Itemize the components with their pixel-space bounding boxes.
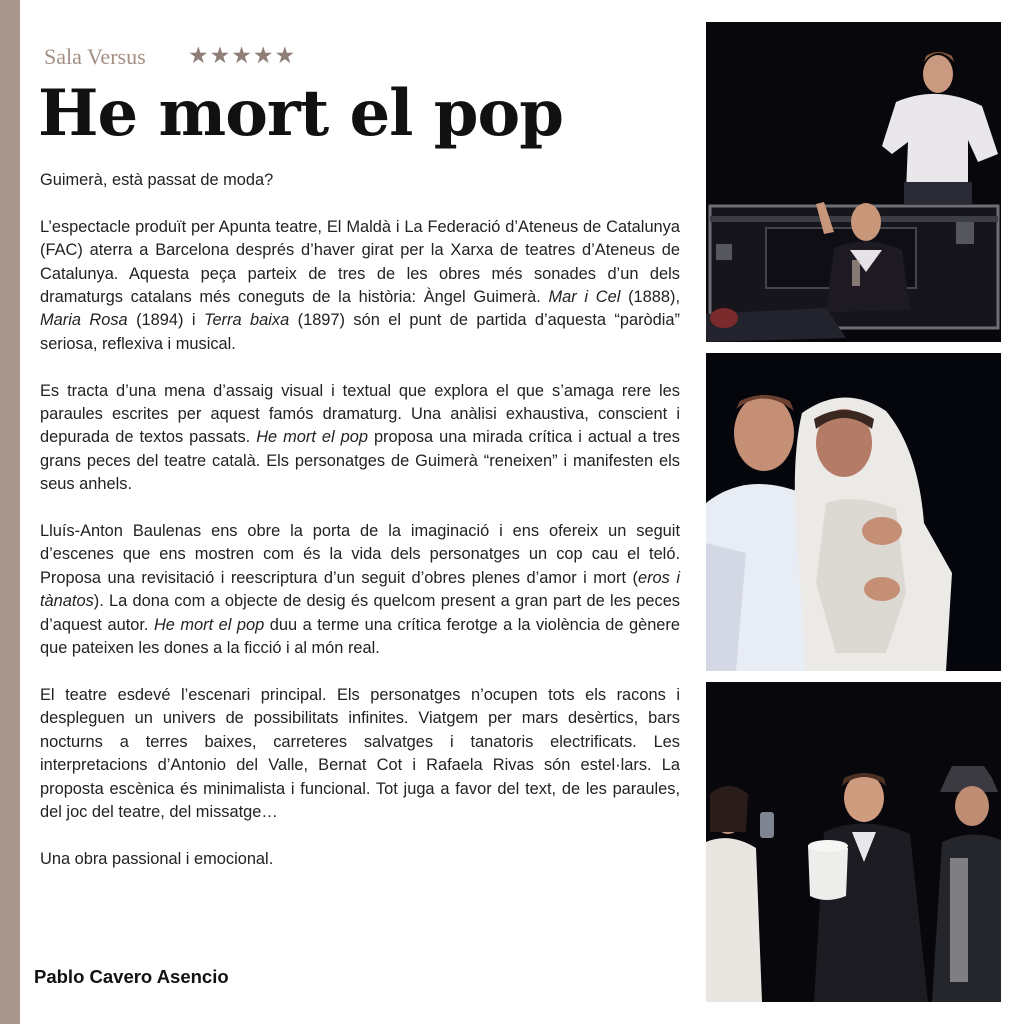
- review-body: [40, 169, 680, 895]
- stage-photo-2: [706, 353, 1001, 671]
- play-title: He mort el pop: [38, 76, 563, 151]
- star-rating: ★★★★★: [188, 42, 297, 68]
- paragraph-2: L’espectacle produït per Apunta teatre, El Maldà i La Federació d’Ateneus de Catalunya (FAC) aterra a Barcelona després d’haver girat per la Xarxa de teatres d’Ateneus de Catalunya. Aquesta peça parteix de tres de les obres més sonades d’un dels dramaturgs catalans més coneguts de la història: Àngel Guimerà. Mar i Cel (1888), Maria Rosa (1894) i Terra baixa (1897) són el punt de partida d’aquesta “paròdia” seriosa, reflexiva i musical.: [40, 217, 680, 353]
- paragraph-1: Guimerà, està passat de moda?: [40, 171, 274, 189]
- paragraph-5: El teatre esdevé l’escenari principal. Els personatges n’ocupen tots els racons i despleguen un univers de possibilitats infinites. Viatgem per mars desèrtics, bars nocturns a terres baixes, carreteres salvatges i tanatoris electrificats. Les interpretacions d’Antonio del Valle, Bernat Cot i Rafaela Rivas són estel·lars. La proposta escènica és minimalista i funcional. Tot juga a favor del text, de les paraules, del joc del teatre, del missatge…: [40, 685, 680, 821]
- paragraph-6: Una obra passional i emocional.: [40, 849, 274, 868]
- author-name: Pablo Cavero Asencio: [34, 966, 229, 987]
- decorative-side-bar: [0, 0, 20, 1024]
- stage-photo-1: [706, 22, 1001, 342]
- paragraph-3: Es tracta d’una mena d’assaig visual i textual que explora el que s’amaga rere les paraules escrites per aquest famós dramaturg. Una anàlisi exhaustiva, conscient i depurada de textos passats. He mort el pop proposa una mirada crítica i actual a tres grans peces del teatre català. Els personatges de Guimerà “reneixen” i manifesten els seus anhels.: [40, 381, 680, 494]
- paragraph-4: Lluís-Anton Baulenas ens obre la porta de la imaginació i ens ofereix un seguit d’escenes que ens mostren com és la vida dels personatges un cop cau el teló. Proposa una revisitació i reescriptura d’un seguit d’obres plenes d’amor i mort (eros i tànatos). La dona com a objecte de desig és quelcom present a gran part de les peces d’aquest autor. He mort el pop duu a terme una crítica ferotge a la violència de gènere que pateixen les dones a la ficció i al món real.: [40, 522, 680, 658]
- venue-name: Sala Versus: [44, 44, 146, 69]
- stage-photo-3: [706, 682, 1001, 1002]
